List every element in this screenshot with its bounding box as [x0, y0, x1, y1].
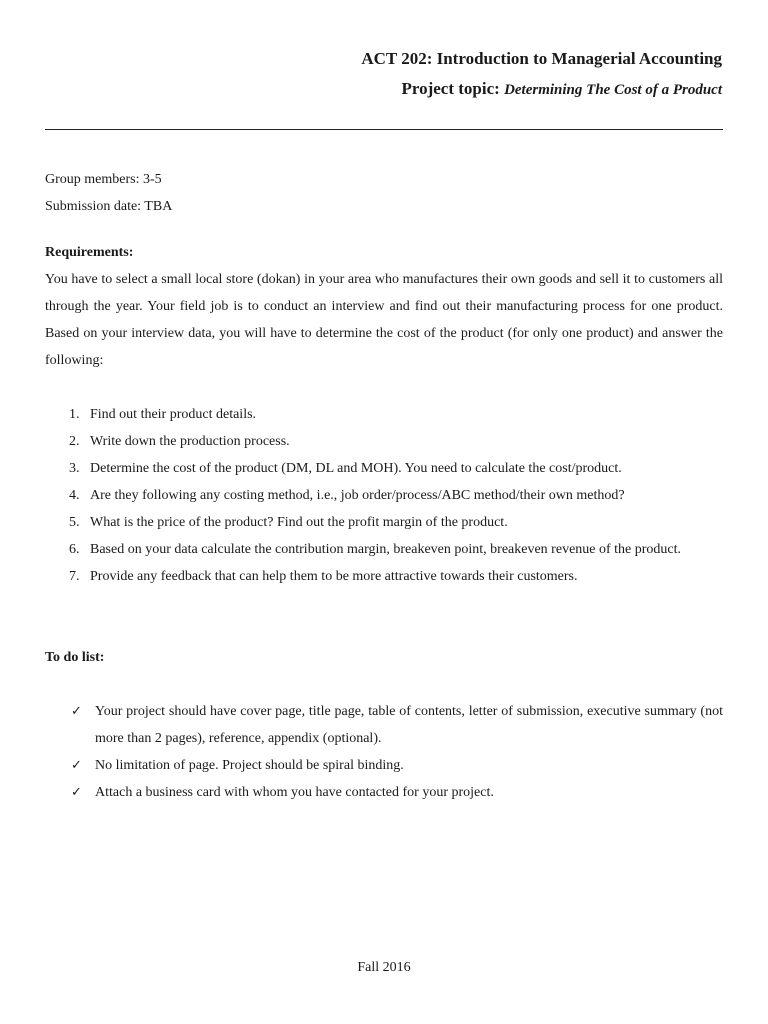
project-topic-label: Project topic:	[401, 79, 500, 98]
list-item-text: Are they following any costing method, i.e., job order/process/ABC method/their own method?	[90, 488, 625, 503]
list-item	[45, 698, 723, 752]
todo-heading: To do list:	[45, 650, 105, 665]
list-item	[45, 455, 723, 482]
list-item	[45, 428, 723, 455]
list-item-text: Find out their product details.	[90, 407, 257, 422]
project-topic-value: Determining The Cost of a Product	[504, 82, 722, 98]
list-item-text: No limitation of page. Project should be spiral binding.	[95, 758, 404, 773]
checkmark-icon: ✓	[71, 758, 82, 773]
list-item	[45, 536, 723, 563]
list-item-text: Determine the cost of the product (DM, DL and MOH). You need to calculate the cost/product.	[90, 461, 622, 476]
list-item-text: Your project should have cover page, title page, table of contents, letter of submission, executive summary (not more than 2 pages), reference, appendix (optional).	[95, 704, 723, 746]
list-item-text: Attach a business card with whom you have contacted for your project.	[95, 785, 494, 800]
checkmark-icon: ✓	[71, 704, 82, 719]
todo-list	[45, 698, 723, 806]
document-header	[361, 46, 722, 103]
list-item-text: Write down the production process.	[90, 434, 290, 449]
group-members: Group members: 3-5	[45, 172, 162, 187]
list-item	[45, 563, 723, 590]
list-item-number: 5.	[69, 515, 80, 530]
list-item-number: 3.	[69, 461, 80, 476]
list-item	[45, 482, 723, 509]
document-body	[45, 166, 723, 806]
list-item-text: Provide any feedback that can help them to be more attractive towards their customers.	[90, 569, 578, 584]
list-item-text: What is the price of the product? Find out the profit margin of the product.	[90, 515, 508, 530]
list-item	[45, 401, 723, 428]
requirements-section	[45, 239, 723, 590]
list-item	[45, 752, 723, 779]
requirements-heading: Requirements:	[45, 245, 134, 260]
list-item-number: 2.	[69, 434, 80, 449]
submission-date: Submission date: TBA	[45, 199, 173, 214]
header-divider	[45, 129, 723, 130]
list-item-text: Based on your data calculate the contribution margin, breakeven point, breakeven revenue of the product.	[90, 542, 682, 557]
footer-term: Fall 2016	[357, 960, 411, 975]
requirements-list	[45, 401, 723, 590]
course-title: ACT 202: Introduction to Managerial Accounting	[361, 49, 722, 68]
todo-section	[45, 644, 723, 806]
requirements-paragraph: You have to select a small local store (dokan) in your area who manufactures their own goods and sell it to customers all through the year. Your field job is to conduct an interview and find out their manufacturing process for one product. Based on your interview data, you will have to determine the cost of the product (for only one product) and answer the following:	[45, 272, 723, 368]
list-item	[45, 509, 723, 536]
list-item	[45, 779, 723, 806]
checkmark-icon: ✓	[71, 785, 82, 800]
list-item-number: 1.	[69, 407, 80, 422]
project-topic	[361, 76, 722, 103]
list-item-number: 4.	[69, 488, 80, 503]
list-item-number: 7.	[69, 569, 80, 584]
list-item-number: 6.	[69, 542, 80, 557]
